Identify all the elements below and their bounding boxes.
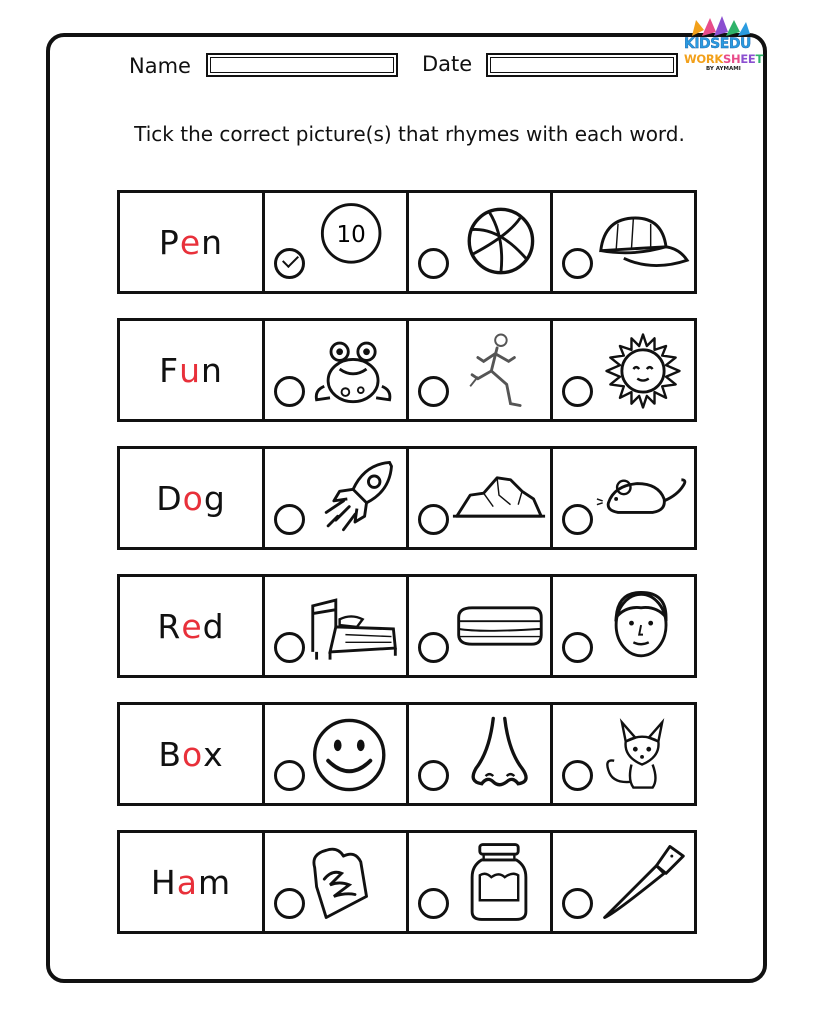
- picture-option[interactable]: [406, 702, 553, 806]
- rock-icon: [451, 455, 547, 541]
- tick-circle[interactable]: [274, 632, 305, 663]
- picture-option[interactable]: [406, 190, 553, 294]
- word-vowel: u: [179, 350, 201, 390]
- tick-circle[interactable]: [418, 760, 449, 791]
- tick-circle[interactable]: [274, 888, 305, 919]
- knife-icon: [595, 839, 691, 925]
- rhyme-row: [117, 446, 697, 550]
- rhyme-word: [117, 190, 265, 294]
- logo-byline: BY AYMAMI: [706, 66, 741, 72]
- rhyme-row: [117, 318, 697, 422]
- picture-option[interactable]: [406, 446, 553, 550]
- word-start: D: [156, 478, 183, 518]
- picture-option[interactable]: [550, 702, 697, 806]
- tick-circle[interactable]: [418, 504, 449, 535]
- sun-icon: [595, 327, 691, 413]
- word-start: H: [150, 862, 177, 902]
- name-field[interactable]: [206, 53, 398, 77]
- word-vowel: o: [181, 734, 204, 774]
- tick-circle[interactable]: [418, 248, 449, 279]
- rhyme-row: [117, 190, 697, 294]
- word-end: x: [203, 734, 224, 774]
- toast-icon: [307, 839, 403, 925]
- word-vowel: a: [176, 862, 198, 902]
- rhyme-word: [117, 318, 265, 422]
- picture-option[interactable]: [406, 318, 553, 422]
- mouse-icon: [595, 455, 691, 541]
- word-start: B: [158, 734, 182, 774]
- fox-icon: [595, 711, 691, 797]
- word-start: R: [157, 606, 182, 646]
- tick-circle[interactable]: [274, 376, 305, 407]
- frog-icon: [307, 327, 403, 413]
- number-ten-icon: [307, 199, 403, 285]
- tick-circle[interactable]: [418, 632, 449, 663]
- name-label: Name: [129, 54, 191, 78]
- picture-option[interactable]: [550, 446, 697, 550]
- logo: [684, 14, 766, 74]
- tick-circle[interactable]: [274, 760, 305, 791]
- tick-circle[interactable]: [562, 248, 593, 279]
- rhyme-row: [117, 830, 697, 934]
- picture-option[interactable]: [262, 190, 409, 294]
- smiley-icon: [307, 711, 403, 797]
- crown-icon: [684, 14, 766, 38]
- rhyme-word: [117, 830, 265, 934]
- jam-jar-icon: [451, 839, 547, 925]
- tick-circle[interactable]: [418, 888, 449, 919]
- tick-circle[interactable]: [418, 376, 449, 407]
- word-end: n: [201, 222, 224, 262]
- bed-icon: [307, 583, 403, 669]
- tick-circle[interactable]: [562, 760, 593, 791]
- face-icon: [595, 583, 691, 669]
- tick-circle[interactable]: [562, 632, 593, 663]
- picture-option[interactable]: [262, 574, 409, 678]
- word-end: g: [203, 478, 226, 518]
- logo-subtitle: WORKSHEET: [684, 52, 764, 66]
- picture-option[interactable]: [550, 318, 697, 422]
- tick-circle[interactable]: [274, 504, 305, 535]
- picture-option[interactable]: [262, 830, 409, 934]
- word-end: m: [197, 862, 232, 902]
- word-end: d: [202, 606, 225, 646]
- rocket-icon: [307, 455, 403, 541]
- picture-option[interactable]: [550, 190, 697, 294]
- tick-circle[interactable]: [562, 888, 593, 919]
- tick-circle[interactable]: [562, 504, 593, 535]
- nose-icon: [451, 711, 547, 797]
- picture-option[interactable]: [550, 574, 697, 678]
- rhyme-word: [117, 702, 265, 806]
- picture-option[interactable]: [406, 574, 553, 678]
- runner-icon: [451, 327, 547, 413]
- word-start: P: [158, 222, 180, 262]
- tick-circle-checked[interactable]: [274, 248, 305, 279]
- word-end: n: [200, 350, 223, 390]
- folded-blanket-icon: [451, 583, 547, 669]
- beach-ball-icon: [451, 199, 547, 285]
- date-field[interactable]: [486, 53, 678, 77]
- number-label: 10: [336, 222, 366, 248]
- date-label: Date: [422, 52, 473, 76]
- picture-option[interactable]: [406, 830, 553, 934]
- picture-option[interactable]: [262, 318, 409, 422]
- word-vowel: o: [182, 478, 204, 518]
- rhyme-word: [117, 574, 265, 678]
- tick-circle[interactable]: [562, 376, 593, 407]
- picture-option[interactable]: [262, 446, 409, 550]
- cap-icon: [595, 199, 691, 285]
- word-vowel: e: [181, 606, 203, 646]
- word-start: F: [159, 350, 180, 390]
- instruction: Tick the correct picture(s) that rhymes with each word.: [134, 122, 685, 146]
- word-vowel: e: [179, 222, 202, 262]
- rhyme-row: [117, 574, 697, 678]
- picture-option[interactable]: [550, 830, 697, 934]
- rhyme-row: [117, 702, 697, 806]
- logo-title: KIDSEDU: [684, 36, 751, 52]
- picture-option[interactable]: [262, 702, 409, 806]
- rhyme-word: [117, 446, 265, 550]
